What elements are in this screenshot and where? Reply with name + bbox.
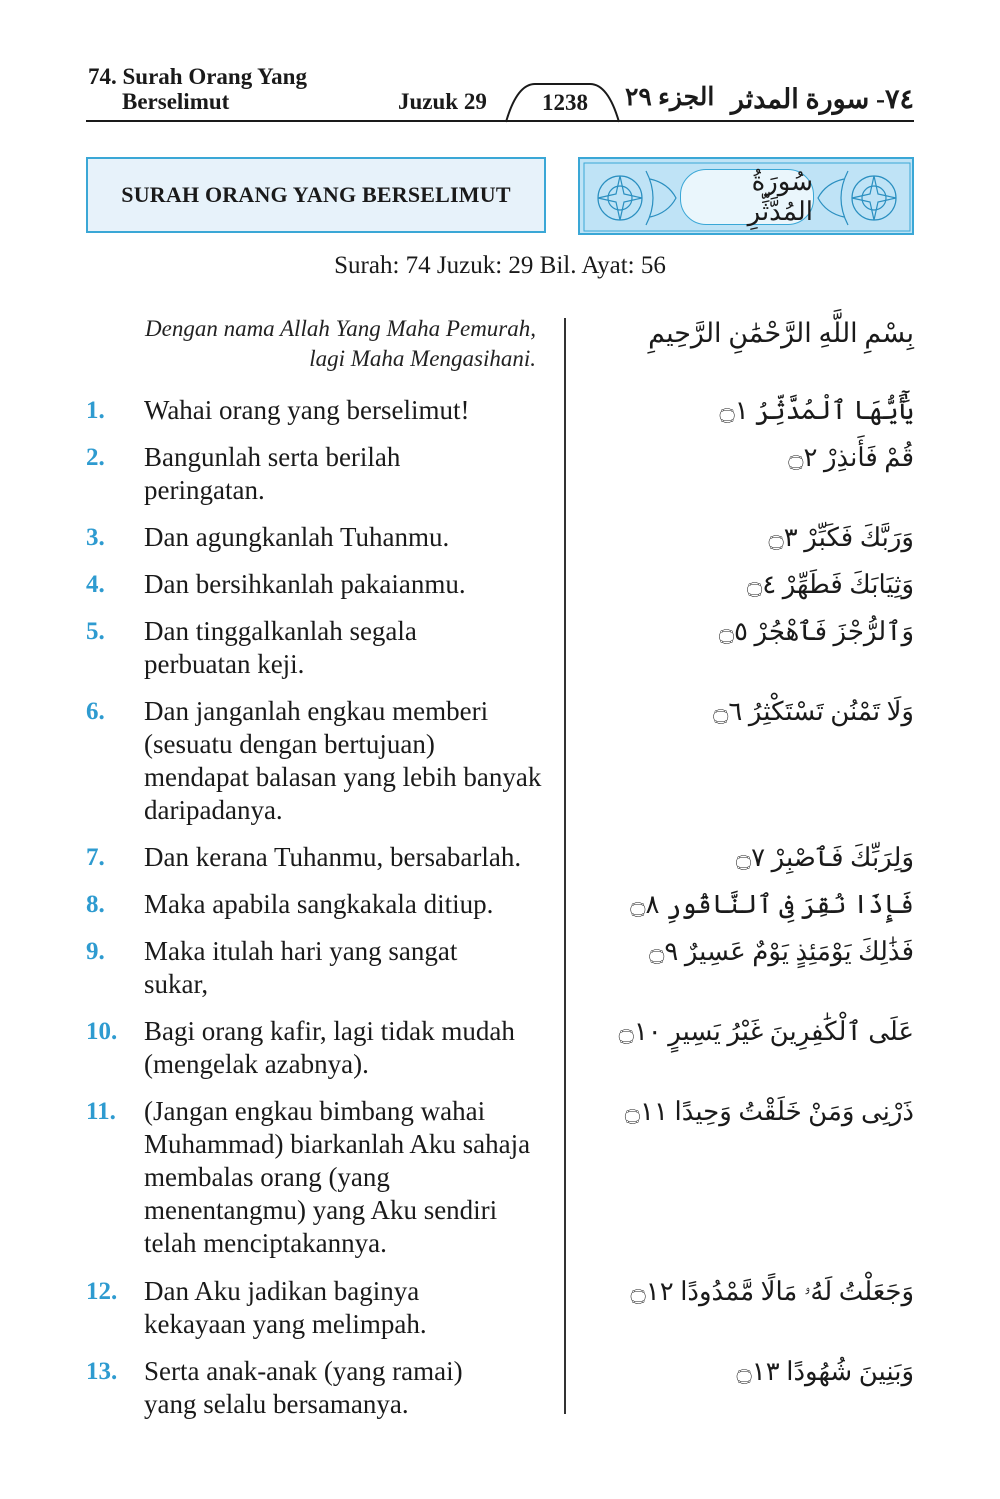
verse-translation: Dan Aku jadikan baginya kekayaan yang melimpah. (144, 1276, 427, 1339)
basmalah-translation-line2: lagi Maha Mengasihani. (309, 346, 536, 371)
page-number-text: 1238 (542, 90, 588, 115)
verse-arabic: وَثِيَابَكَ فَطَهِّرْ ۝٤ (747, 570, 914, 599)
verse-number: 12. (86, 1278, 118, 1305)
surah-info: Surah: 74 Juzuk: 29 Bil. Ayat: 56 (334, 252, 666, 279)
verse-arabic: وَجَعَلْتُ لَهُۥ مَالًا مَّمْدُودًا ۝١٢ (630, 1277, 914, 1306)
verse-number: 2. (86, 444, 105, 471)
verse-translation: Dan janganlah engkau memberi (sesuatu dengan bertujuan) mendapat balasan yang lebih banyak daripadanya. (144, 696, 542, 825)
header-juzuk: Juzuk 29 (398, 89, 487, 114)
header-divider (86, 120, 914, 122)
verse-arabic: وَبَنِينَ شُهُودًا ۝١٣ (736, 1357, 914, 1386)
verse-number: 13. (86, 1358, 118, 1385)
verse-arabic: عَلَى ٱلْكَٰفِرِينَ غَيْرُ يَسِيرٍ ۝١٠ (618, 1017, 914, 1046)
verse-translation: Bagi orang kafir, lagi tidak mudah (mengelak azabnya). (144, 1016, 515, 1079)
verse-number: 11. (86, 1098, 116, 1125)
header-surah-name-line2: Berselimut (122, 89, 230, 114)
verse-arabic: وَرَبَّكَ فَكَبِّرْ ۝٣ (768, 523, 914, 552)
surah-title-box (86, 157, 546, 233)
surah-title-arabic-cartouche (680, 169, 814, 225)
verse-number: 10. (86, 1018, 118, 1045)
verse-arabic: فَذَٰلِكَ يَوْمَئِذٍ يَوْمٌ عَسِيرٌ ۝٩ (649, 937, 914, 966)
surah-title-arabic: سُورَةُ المُدَّثِّرِ (747, 167, 813, 226)
verse-translation: Dan kerana Tuhanmu, bersabarlah. (144, 842, 522, 872)
surah-title-ornament (578, 157, 914, 235)
surah-title-malay: SURAH ORANG YANG BERSELIMUT (121, 182, 511, 207)
verse-translation: Maka itulah hari yang sangat sukar, (144, 936, 458, 999)
verse-arabic: وَٱلرُّجْزَ فَٱهْجُرْ ۝٥ (718, 617, 914, 646)
verse-arabic: يَٰٓأَيُّهَا ٱلْمُدَّثِّرُ ۝١ (719, 396, 914, 425)
verse-translation: (Jangan engkau bimbang wahai Muhammad) biarkanlah Aku sahaja membalas orang (yang menentangmu) yang Aku sendiri telah menciptakannya. (144, 1096, 531, 1258)
header-juz-arabic: الجزء ٢٩ (625, 84, 715, 111)
verse-translation: Dan agungkanlah Tuhanmu. (144, 522, 450, 552)
verse-translation: Bangunlah serta berilah peringatan. (144, 442, 401, 505)
basmalah-translation (86, 314, 536, 374)
verse-translation: Serta anak-anak (yang ramai) yang selalu bersamanya. (144, 1356, 463, 1419)
header-surah-name (88, 64, 307, 114)
verse-translation: Dan tinggalkanlah segala perbuatan keji. (144, 616, 417, 679)
verse-number: 5. (86, 618, 105, 645)
column-divider (564, 318, 566, 1414)
verse-number: 9. (86, 938, 105, 965)
verse-arabic: ذَرْنِى وَمَنْ خَلَقْتُ وَحِيدًا ۝١١ (624, 1097, 914, 1126)
verse-number: 3. (86, 524, 105, 551)
page-number (520, 80, 610, 120)
basmalah-translation-line1: Dengan nama Allah Yang Maha Pemurah, (145, 316, 536, 341)
verse-number: 8. (86, 891, 105, 918)
basmalah-arabic: بِسْمِ اللَّهِ الرَّحْمَٰنِ الرَّحِيمِ (648, 318, 914, 348)
verse-number: 7. (86, 844, 105, 871)
header-surah-arabic: ٧٤- سورة المدثر (730, 84, 914, 114)
verse-number: 6. (86, 698, 105, 725)
verse-arabic: وَلِرَبِّكَ فَٱصْبِرْ ۝٧ (735, 843, 914, 872)
verse-translation: Dan bersihkanlah pakaianmu. (144, 569, 466, 599)
verse-translation: Wahai orang yang berselimut! (144, 395, 470, 425)
verse-number: 1. (86, 397, 105, 424)
verse-arabic: وَلَا تَمْنُن تَسْتَكْثِرُ ۝٦ (713, 697, 914, 726)
verse-arabic: فَإِذَا نُقِرَ فِى ٱلنَّاقُورِ ۝٨ (630, 890, 914, 919)
header-surah-name-line1: 74. Surah Orang Yang (88, 64, 307, 89)
verse-arabic: قُمْ فَأَنذِرْ ۝٢ (788, 443, 914, 472)
verse-translation: Maka apabila sangkakala ditiup. (144, 889, 494, 919)
verse-number: 4. (86, 571, 105, 598)
